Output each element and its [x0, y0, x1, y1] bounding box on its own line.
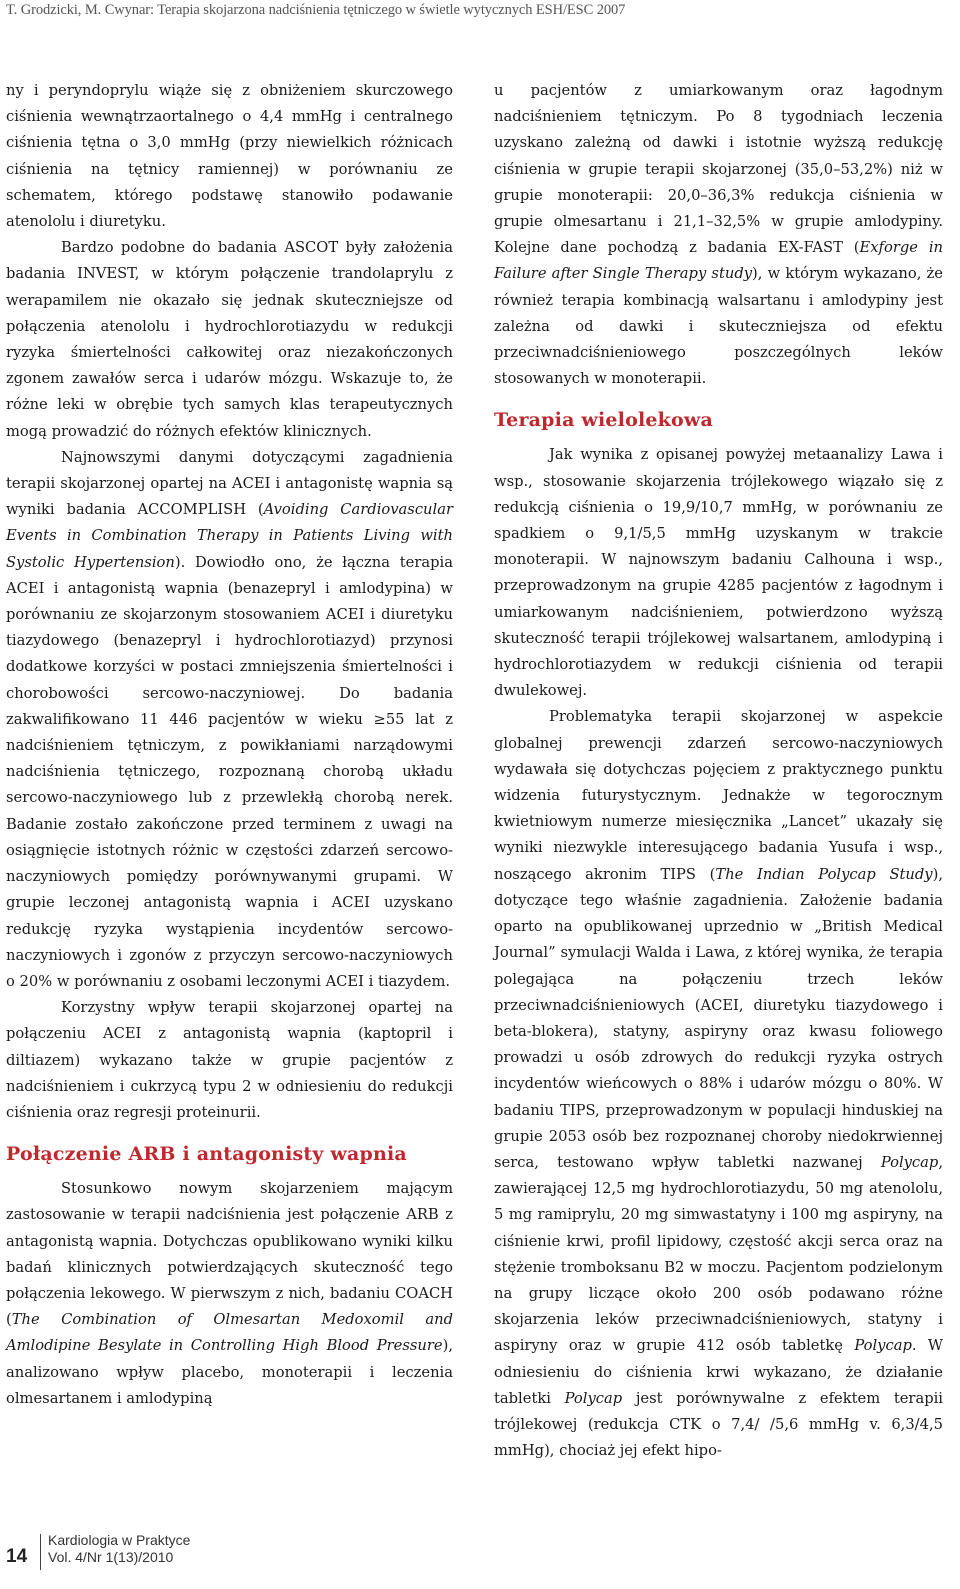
footer-divider — [40, 1534, 41, 1570]
paragraph: Bardzo podobne do badania ASCOT były założenia badania INVEST, w którym połączenie trandolaprylu z werapamilem nie okazało się jednak skuteczniejsze od połączenia atenololu i hydrochlorotiazydu w redukcji ryzyka śmiertelności całkowitej oraz niezakończonych zgonem zawałów serca i udarów mózgu. Wskazuje to, że różne leki w obrębie tych samych klas terapeutycznych mogą prowadzić do różnych efektów klinicznych. — [6, 239, 453, 440]
paragraph: Korzystny wpływ terapii skojarzonej opartej na połączeniu ACEI z antagonistą wapnia (kaptopril i diltiazem) wykazano także w grupie pacjentów z nadciśnieniem i cukrzycą typu 2 w odniesieniu do redukcji ciśnienia oraz regresji proteinurii. — [6, 999, 453, 1121]
paragraph — [494, 78, 943, 392]
paragraph-text: Problematyka terapii skojarzonej w aspekcie globalnej prewencji zdarzeń sercowo-naczyniowych wydawała się dotychczas pojęciem z praktycznego punktu widzenia futurystycznym. Jednakże w tegorocznym kwietniowym numerze miesięcznika „Lancet” ukazały się wyniki niezwykle interesującego badania Yusufa i wsp., noszącego akronim TIPS ( — [494, 708, 943, 883]
paragraph-text: jest porównywalne z efektem terapii trójlekowej (redukcja CTK o 7,4/ /5,6 mmHg v. 6,3/4,5 mmHg), chociaż jej efekt hipo- — [494, 1389, 944, 1460]
paragraph-text: u pacjentów z umiarkowanym oraz łagodnym nadciśnieniem tętniczym. Po 8 tygodniach leczenia uzyskano zależną od dawki i istotnie wyższą redukcję ciśnienia w grupie terapii skojarzonej (35,0–53,2%) niż w grupie monoterapii: 20,0–36,3% redukcja ciśnienia w grupie olmesartanu i 21,1–32,5% w grupie amlodypiny. Kolejne dane pochodzą z badania EX-FAST ( — [494, 82, 943, 257]
paragraph: Jak wynika z opisanej powyżej metaanalizy Lawa i wsp., stosowanie skojarzenia trójlekowego wiązało się z redukcją ciśnienia o 19,9/10,7 mmHg, w porównaniu ze spadkiem o 9,1/5,5 mmHg uzyskanym w trakcie monoterapii. W najnowszym badaniu Calhouna i wsp., przeprowadzonym na grupie 4285 pacjentów z łagodnym i umiarkowanym nadciśnieniem, potwierdzono wyższą skuteczność terapii trójlekowej walsartanem, amlodypiną i hydrochlorotiazydem w redukcji ciśnienia od terapii dwulekowej. — [494, 446, 943, 700]
paragraph — [6, 1176, 453, 1412]
paragraph — [6, 445, 453, 995]
page-number: 14 — [6, 1546, 28, 1567]
paragraph-text: ), analizowano wpływ placebo, monoterapii i leczenia olmesartanem i amlodypiną — [6, 1337, 453, 1407]
paragraph-text: ), w którym wykazano, że również terapia kombinacją walsartanu i amlodypiny jest zależna od dawki i skuteczniejsza od efektu przeciwnadciśnieniowego poszczególnych leków stosowanych w monoterapii. — [494, 265, 943, 388]
paragraph-text: , zawierającej 12,5 mg hydrochlorotiazydu, 50 mg atenololu, 5 mg ramiprylu, 20 mg simwastatyny i 100 mg aspiryny, na ciśnienie krwi, profil lipidowy, częstość akcji serca oraz na stężenie tromboksanu B2 w moczu. Pacjentom podzielonym na grupy liczące około 200 osób podawano różne skojarzenia leków przeciwnadciśnieniowych, statyny i aspiryny oraz w grupie 412 osób tabletkę — [494, 1153, 943, 1355]
drug-name: Polycap — [854, 1337, 912, 1355]
paragraph: ny i peryndoprylu wiąże się z obniżeniem skurczowego ciśnienia wewnątrzaortalnego o 4,4 mmHg i centralnego ciśnienia tętna o 3,0 mmHg (przy niewielkich różnicach ciśnienia na tętnicy ramiennej) w porównaniu ze schematem, którego podstawę stanowiło podawanie atenololu i diuretyku. — [6, 82, 453, 231]
trial-full-name: Avoiding Cardiovascular Events in Combination Therapy in Patients Living with Systolic Hypertension — [6, 501, 453, 571]
drug-name: Polycap — [564, 1389, 623, 1407]
drug-name: Polycap — [880, 1153, 939, 1171]
running-header: T. Grodzicki, M. Cwynar: Terapia skojarzona nadciśnienia tętniczego w świetle wytycznych ESH/ESC 2007 — [6, 2, 626, 18]
journal-volume: Vol. 4/Nr 1(13)/2010 — [48, 1549, 174, 1565]
paragraph-text: Najnowszymi danymi dotyczącymi zagadnienia terapii skojarzonej opartej na ACEI i antagonistę wapnia są wyniki badania ACCOMPLISH ( — [6, 448, 453, 519]
trial-full-name: Exforge in Failure after Single Therapy study — [494, 239, 943, 283]
right-column — [494, 78, 943, 1464]
left-column — [6, 78, 453, 1412]
paragraph-text: Stosunkowo nowym skojarzeniem mającym zastosowanie w terapii nadciśnienia jest połączenie ARB z antagonistą wapnia. Dotychczas opublikowano wyniki kilku badań klinicznych potwierdzających skuteczność tego połączenia lekowego. W pierwszym z nich, badaniu COACH ( — [6, 1180, 453, 1329]
paragraph-text: ), dotyczące tego właśnie zagadnienia. Założenie badania oparto na opublikowanej uprzednio w „British Medical Journal” symulacji Walda i Lawa, z której wynika, że terapia polegająca na połączeniu trzech leków przeciwnadciśnieniowych (ACEI, diuretyku tiazydowego i beta-blokera), statyny, aspiryny oraz kwasu foliowego prowadzi u osób zdrowych do redukcji ryzyka ostrych incydentów wieńcowych o 88% i udarów mózgu o 80%. W badaniu TIPS, przeprowadzonym w populacji hinduskiej na grupie 2053 osób bez rozpoznanej choroby niedokrwiennej serca, testowano wpływ tabletki nazwanej — [494, 865, 943, 1171]
paragraph-text: ). Dowiodło ono, że łączna terapia ACEI i antagonistą wapnia (benazepryl i amlodypina) w porównaniu ze skojarzonym stosowaniem ACEI i diuretyku tiazydowego (benazepryl i hydrochlorotiazyd) przynosi dodatkowe korzyści w postaci zmniejszenia śmiertelności i chorobowości sercowo-naczyniowej. Do badania zakwalifikowano 11 446 pacjentów w wieku ≥55 lat z nadciśnieniem tętniczym, z powikłaniami narządowymi nadciśnienia tętniczego, rozpoznaną chorobą układu sercowo-naczyniowego lub z przewlekłą chorobą nerek. Badanie zostało zakończone przed terminem z uwagi na osiągnięcie istotnych różnic w częstości zdarzeń sercowo-naczyniowych pomiędzy porównywanymi grupami. W grupie leczonej antagonistą wapnia i ACEI uzyskano redukcję ryzyka wystąpienia incydentów sercowo-naczyniowych i zgonów z przyczyn sercowo-naczyniowych o 20% w porównaniu z osobami leczonymi ACEI i tiazydem. — [6, 553, 453, 990]
section-heading: Połączenie ARB i antagonisty wapnia — [6, 1143, 407, 1166]
trial-full-name: The Combination of Olmesartan Medoxomil and Amlodipine Besylate in Controlling High Blood Pressure — [6, 1311, 453, 1355]
journal-name: Kardiologia w Praktyce — [48, 1532, 191, 1548]
paragraph — [494, 704, 943, 1464]
section-heading: Terapia wielolekowa — [494, 409, 713, 432]
trial-full-name: The Indian Polycap Study — [715, 865, 933, 883]
journal-info — [48, 1532, 190, 1566]
paragraph-text: . W odniesieniu do ciśnienia krwi wykazano, że działanie tabletki — [494, 1337, 944, 1407]
